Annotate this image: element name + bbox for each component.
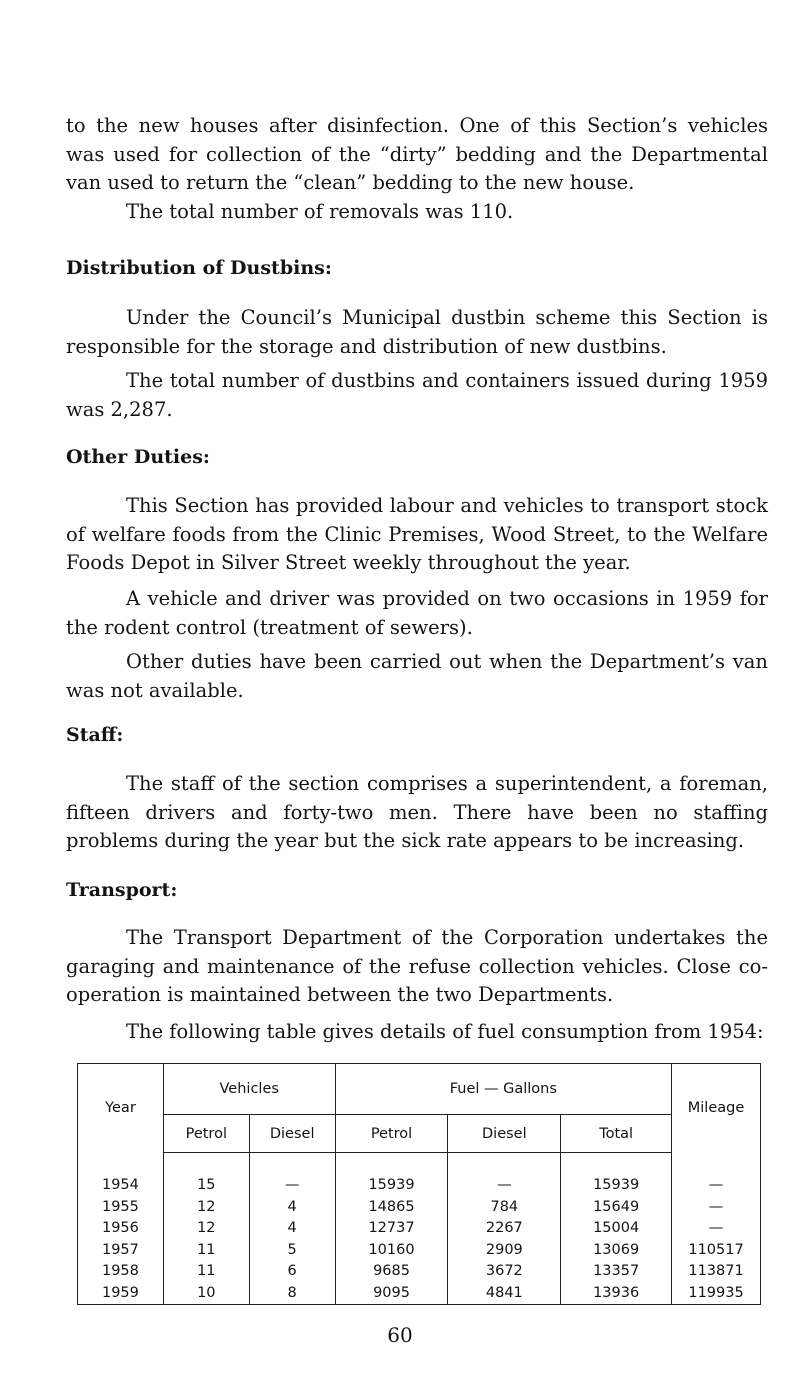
cell-fuel-total: 13936 <box>561 1282 672 1304</box>
cell-fuel-diesel: 3672 <box>448 1261 561 1283</box>
header-vehicles-petrol: Petrol <box>163 1115 249 1153</box>
cell-fuel-petrol: 15939 <box>335 1175 448 1197</box>
cell-year: 1956 <box>78 1218 164 1240</box>
cell-vehicles-diesel: 4 <box>249 1196 335 1218</box>
cell-fuel-petrol: 9095 <box>335 1282 448 1304</box>
cell-vehicles-petrol: 12 <box>163 1218 249 1240</box>
cell-fuel-petrol: 9685 <box>335 1261 448 1283</box>
cell-year: 1955 <box>78 1196 164 1218</box>
cell-fuel-petrol: 12737 <box>335 1218 448 1240</box>
cell-vehicles-diesel: — <box>249 1175 335 1197</box>
cell-vehicles-diesel: 6 <box>249 1261 335 1283</box>
paragraph-removals: The total number of removals was 110. <box>126 200 514 223</box>
cell-vehicles-petrol: 15 <box>163 1175 249 1197</box>
table-row <box>78 1175 761 1197</box>
paragraph-other-duties: Other duties have been carried out when the Department’s van was not available. <box>66 650 768 702</box>
header-mileage: Mileage <box>672 1064 761 1153</box>
header-vehicles-diesel: Diesel <box>249 1115 335 1153</box>
header-fuel-diesel: Diesel <box>448 1115 561 1153</box>
cell-vehicles-petrol: 12 <box>163 1196 249 1218</box>
cell-year: 1959 <box>78 1282 164 1304</box>
header-fuel-total: Total <box>561 1115 672 1153</box>
paragraph-table-intro: The following table gives details of fuel consumption from 1954: <box>126 1020 764 1043</box>
paragraph-dustbins-issued: The total number of dustbins and containers issued during 1959 was 2,287. <box>66 369 768 421</box>
cell-fuel-petrol: 14865 <box>335 1196 448 1218</box>
cell-fuel-total: 15649 <box>561 1196 672 1218</box>
header-fuel-petrol: Petrol <box>335 1115 448 1153</box>
paragraph-welfare-foods: This Section has provided labour and vehicles to transport stock of welfare foods from the Clinic Premises, Wood Street, to the Welfare Foods Depot in Silver Street weekly throughout the year. <box>66 494 768 574</box>
cell-vehicles-petrol: 11 <box>163 1261 249 1283</box>
cell-fuel-diesel: 2267 <box>448 1218 561 1240</box>
table-row <box>78 1282 761 1304</box>
cell-mileage: — <box>672 1175 761 1197</box>
cell-year: 1957 <box>78 1239 164 1261</box>
cell-year: 1958 <box>78 1261 164 1283</box>
paragraph-transport: The Transport Department of the Corporation undertakes the garaging and maintenance of the refuse collection vehicles. Close co-operation is maintained between the two Departments. <box>66 926 768 1006</box>
cell-fuel-total: 15939 <box>561 1175 672 1197</box>
heading-staff: Staff: <box>66 724 124 746</box>
paragraph-rodent-control: A vehicle and driver was provided on two occasions in 1959 for the rodent control (treatment of sewers). <box>66 587 768 639</box>
header-year: Year <box>78 1064 164 1153</box>
cell-vehicles-diesel: 4 <box>249 1218 335 1240</box>
heading-distribution-of-dustbins: Distribution of Dustbins: <box>66 257 332 279</box>
cell-mileage: 113871 <box>672 1261 761 1283</box>
table-row <box>78 1261 761 1283</box>
cell-fuel-total: 13357 <box>561 1261 672 1283</box>
heading-transport: Transport: <box>66 879 178 901</box>
cell-fuel-petrol: 10160 <box>335 1239 448 1261</box>
cell-mileage: 119935 <box>672 1282 761 1304</box>
cell-fuel-total: 13069 <box>561 1239 672 1261</box>
table-row <box>78 1239 761 1261</box>
cell-vehicles-diesel: 8 <box>249 1282 335 1304</box>
page-number: 60 <box>387 1323 413 1347</box>
header-vehicles: Vehicles <box>163 1064 335 1115</box>
cell-vehicles-petrol: 11 <box>163 1239 249 1261</box>
cell-fuel-diesel: 4841 <box>448 1282 561 1304</box>
cell-mileage: — <box>672 1218 761 1240</box>
cell-vehicles-petrol: 10 <box>163 1282 249 1304</box>
table-row <box>78 1196 761 1218</box>
heading-other-duties: Other Duties: <box>66 446 210 468</box>
header-fuel-gallons: Fuel — Gallons <box>335 1064 671 1115</box>
cell-year: 1954 <box>78 1175 164 1197</box>
fuel-consumption-table <box>77 1063 761 1305</box>
cell-fuel-diesel: 784 <box>448 1196 561 1218</box>
paragraph-staff: The staff of the section comprises a superintendent, a foreman, fifteen drivers and forty-two men. There have been no staffing problems during the year but the sick rate appears to be increasing. <box>66 772 768 852</box>
cell-fuel-diesel: — <box>448 1175 561 1197</box>
paragraph-disinfection: to the new houses after disinfection. One of this Section’s vehicles was used for collection of the “dirty” bedding and the Departmental van used to return the “clean” bedding to the new house. <box>66 114 768 194</box>
cell-fuel-diesel: 2909 <box>448 1239 561 1261</box>
table-row <box>78 1218 761 1240</box>
paragraph-dustbin-scheme: Under the Council’s Municipal dustbin scheme this Section is responsible for the storage and distribution of new dustbins. <box>66 306 768 358</box>
cell-vehicles-diesel: 5 <box>249 1239 335 1261</box>
cell-mileage: 110517 <box>672 1239 761 1261</box>
cell-fuel-total: 15004 <box>561 1218 672 1240</box>
cell-mileage: — <box>672 1196 761 1218</box>
